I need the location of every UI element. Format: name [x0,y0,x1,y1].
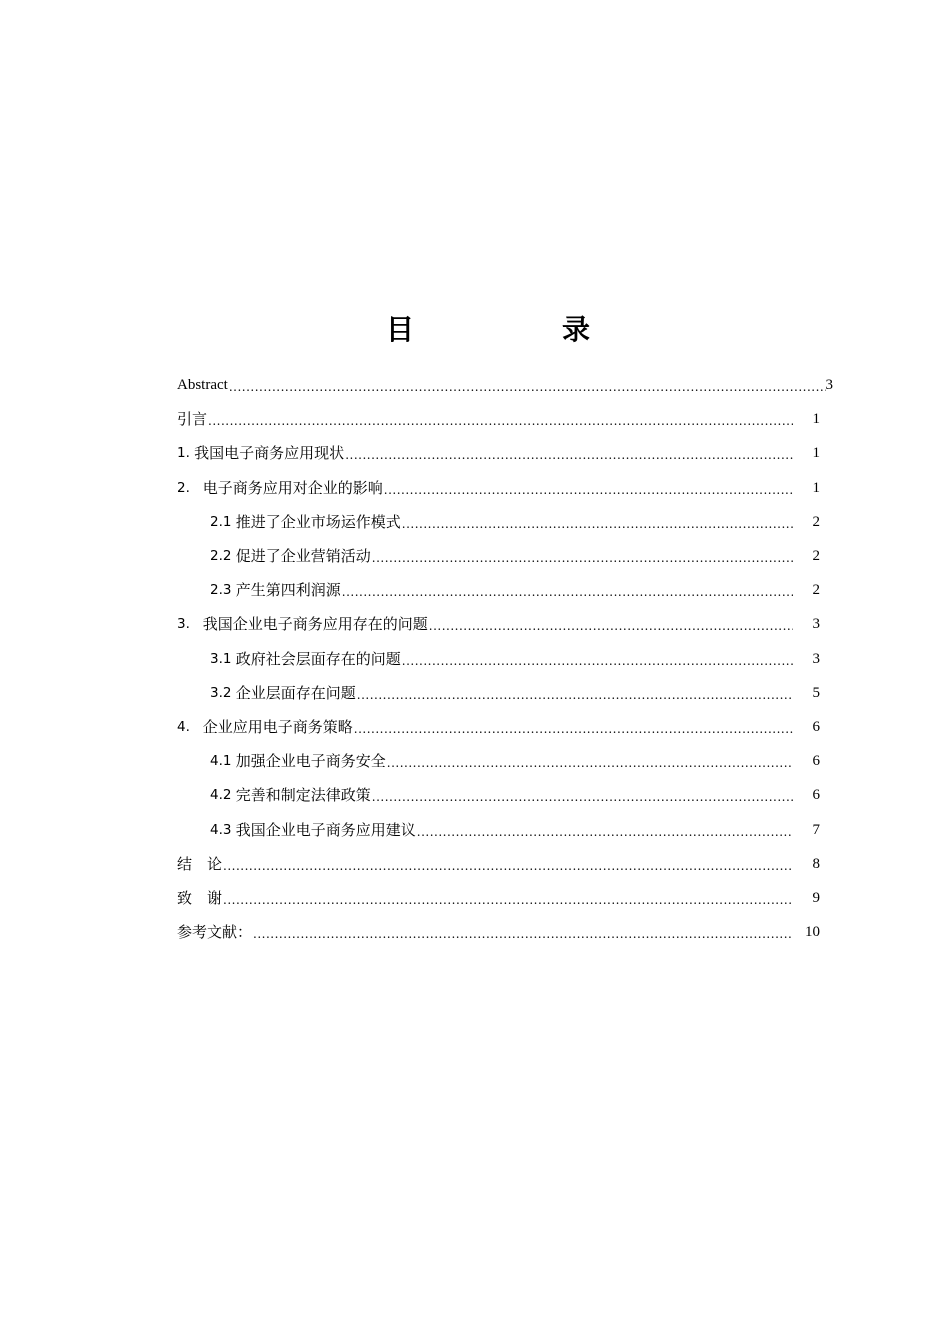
toc-entry-label: 促进了企业营销活动 [235,547,371,566]
toc-entry-page: 2 [812,513,820,530]
toc-entry[interactable] [177,402,833,436]
toc-entry-label: 企业层面存在问题 [235,683,356,702]
toc-leader-dots [354,719,793,739]
toc-entry-label: 企业应用电子商务策略 [202,717,353,736]
toc-entry[interactable] [177,676,833,710]
toc-entry-label: 推进了企业市场运作模式 [235,512,401,531]
toc-entry-page: 10 [805,924,820,941]
toc-entry-label: 引言 [177,410,208,429]
toc-entry-page: 5 [812,684,820,701]
toc-entry-label: 我国企业电子商务应用建议 [235,820,416,839]
toc-entry[interactable] [177,471,833,505]
toc-leader-dots [223,856,793,876]
toc-leader-dots [342,582,793,602]
toc-entry-label: 完善和制定法律政策 [235,786,371,805]
toc-leader-dots [229,377,826,397]
toc-entry[interactable] [177,881,833,915]
toc-entry-label: 产生第四利润源 [235,581,341,600]
toc-leader-dots [345,445,793,465]
toc-entry[interactable] [177,505,833,539]
toc-entry[interactable] [177,847,833,881]
toc-leader-dots [402,514,793,534]
toc-entry-page: 1 [812,479,820,496]
toc-entry-page: 9 [812,889,820,906]
toc-leader-dots [429,616,793,636]
toc-entry-label: 我国电子商务应用现状 [194,444,345,463]
toc-entry-page: 6 [812,753,820,770]
toc-entry-page: 8 [812,855,820,872]
toc-entry-label: 参考文献： [177,923,253,942]
toc-leader-dots [208,411,793,431]
toc-entry-number: 4.1 [210,753,236,770]
toc-entry-label: Abstract [177,377,228,394]
toc-entry-label: 政府社会层面存在的问题 [235,649,401,668]
toc-entry-page: 3 [825,377,833,394]
toc-leader-dots [223,890,793,910]
toc-entry[interactable] [177,744,833,778]
toc-entry-page: 3 [812,616,820,633]
toc-entry-page: 2 [812,582,820,599]
toc-entry-number: 1. [177,445,195,462]
toc-entry-label: 结 论 [177,854,223,873]
toc-leader-dots [402,651,793,671]
toc-entry-number: 2.2 [210,548,236,565]
toc-entry-number: 4.3 [210,821,236,838]
toc-entry[interactable] [177,607,833,641]
table-of-contents [177,368,833,949]
toc-entry[interactable] [177,710,833,744]
toc-entry[interactable] [177,642,833,676]
toc-entry-label: 我国企业电子商务应用存在的问题 [202,615,428,634]
toc-entry[interactable] [177,573,833,607]
toc-entry-page: 1 [812,411,820,428]
toc-entry-page: 2 [812,548,820,565]
toc-entry-number: 4.2 [210,787,236,804]
toc-entry-page: 7 [812,821,820,838]
toc-entry-number: 2.3 [210,582,236,599]
toc-entry[interactable] [177,539,833,573]
toc-entry-label: 致 谢 [177,888,223,907]
toc-leader-dots [357,685,793,705]
toc-entry-number: 3.1 [210,650,236,667]
toc-leader-dots [384,480,793,500]
toc-leader-dots [372,787,793,807]
toc-entry-label: 加强企业电子商务安全 [235,752,386,771]
toc-entry-page: 6 [812,787,820,804]
toc-leader-dots [372,548,793,568]
toc-entry-number: 2.1 [210,513,236,530]
toc-entry[interactable] [177,915,833,949]
toc-entry-number: 4. [177,718,203,735]
toc-leader-dots [253,924,793,944]
toc-entry-label: 电子商务应用对企业的影响 [202,478,383,497]
toc-entry-number: 2. [177,479,203,496]
toc-title: 目 录 [385,313,650,346]
toc-leader-dots [417,822,793,842]
toc-entry-page: 1 [812,445,820,462]
toc-entry[interactable] [177,368,833,402]
toc-entry-page: 3 [812,650,820,667]
toc-entry-number: 3.2 [210,684,236,701]
toc-entry[interactable] [177,436,833,470]
toc-entry[interactable] [177,812,833,846]
toc-entry-page: 6 [812,718,820,735]
toc-leader-dots [387,753,793,773]
toc-entry[interactable] [177,778,833,812]
toc-entry-number: 3. [177,616,203,633]
